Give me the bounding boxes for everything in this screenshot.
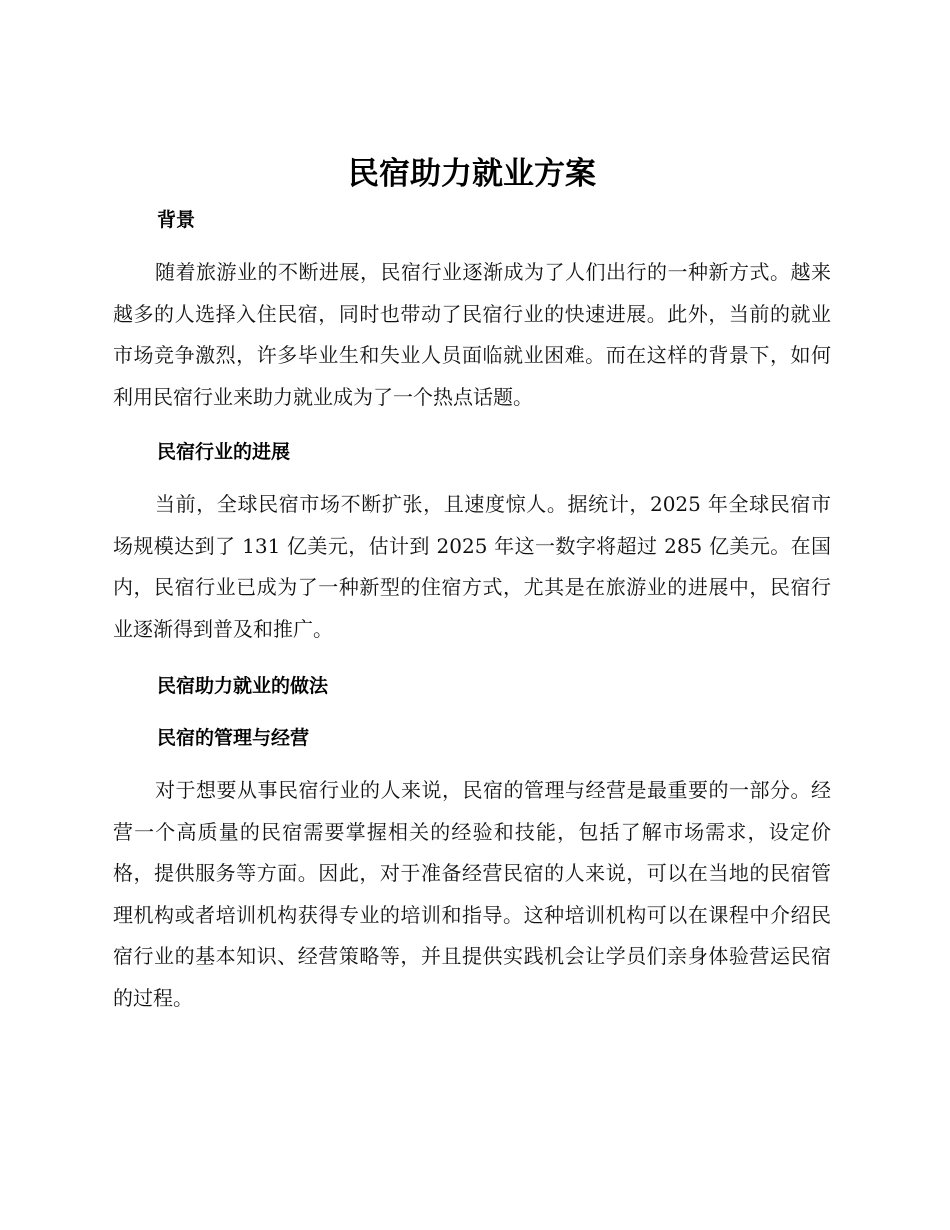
section-heading-background: 背景 xyxy=(157,209,196,231)
section-paragraph-management: 对于想要从事民宿行业的人来说，民宿的管理与经营是最重要的一部分。经营一个高质量的民宿需要掌握相关的经验和技能，包括了解市场需求，设定价格，提供服务等方面。因此，对于准备经营民宿的人来说，可以在当地的民宿管理机构或者培训机构获得专业的培训和指导。这种培训机构可以在课程中介绍民宿行业的基本知识、经营策略等，并且提供实践机会让学员们亲身体验营运民宿的过程。 xyxy=(113,778,831,1010)
section-paragraph-industry-progress: 当前，全球民宿市场不断扩张，且速度惊人。据统计，2025 年全球民宿市场规模达到了 131 亿美元，估计到 2025 年这一数字将超过 285 亿美元。在国内，民宿行业已成为了一种新型的住宿方式，尤其是在旅游业的进展中，民宿行业逐渐得到普及和推广。 xyxy=(113,492,831,641)
section-heading-employment-methods: 民宿助力就业的做法 xyxy=(157,675,329,697)
section-heading-industry-progress: 民宿行业的进展 xyxy=(157,441,291,463)
document-title: 民宿助力就业方案 xyxy=(348,156,596,192)
document-body xyxy=(113,146,831,1019)
section-heading-management: 民宿的管理与经营 xyxy=(157,727,310,749)
section-paragraph-background: 随着旅游业的不断进展，民宿行业逐渐成为了人们出行的一种新方式。越来越多的人选择入住民宿，同时也带动了民宿行业的快速进展。此外，当前的就业市场竞争激烈，许多毕业生和失业人员面临就业困难。而在这样的背景下，如何利用民宿行业来助力就业成为了一个热点话题。 xyxy=(113,260,831,409)
